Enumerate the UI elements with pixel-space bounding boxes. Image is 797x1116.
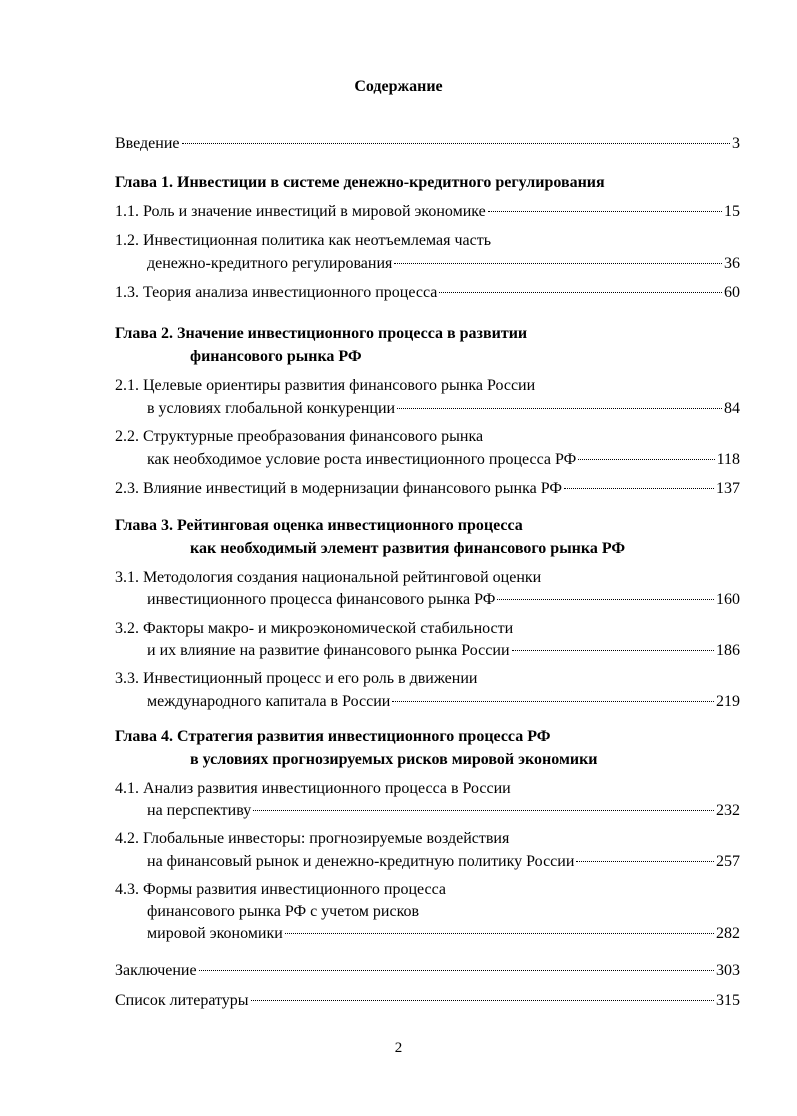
toc-entry-2-2[interactable] — [115, 450, 740, 470]
chapter-2-heading-cont: финансового рынка РФ — [190, 348, 362, 365]
dot-leader — [564, 488, 714, 489]
toc-entry-page: 219 — [716, 693, 740, 710]
dot-leader — [253, 810, 714, 811]
toc-entry-4-2[interactable] — [115, 852, 740, 872]
dot-leader — [578, 459, 714, 460]
chapter-4-heading-cont: в условиях прогнозируемых рисков мировой экономики — [190, 751, 598, 768]
dot-leader — [497, 599, 714, 600]
toc-entry-label: как необходимое условие роста инвестиционного процесса РФ — [147, 451, 577, 468]
chapter-4-heading: Глава 4. Стратегия развития инвестиционного процесса РФ — [115, 728, 551, 745]
dot-leader — [285, 933, 714, 934]
toc-entry-3-2[interactable] — [115, 641, 740, 661]
toc-entry-page: 36 — [724, 255, 740, 272]
toc-entry-label: 2.3. Влияние инвестиций в модернизации финансового рынка РФ — [115, 480, 563, 497]
toc-entry-label: и их влияние на развитие финансового рынка России — [147, 642, 510, 659]
toc-entry-4-2-line1[interactable]: 4.2. Глобальные инвесторы: прогнозируемые воздействия — [115, 830, 510, 847]
toc-entry-1-2[interactable] — [115, 254, 740, 274]
toc-entry-3-3[interactable] — [115, 692, 740, 712]
toc-entry-page: 15 — [724, 203, 740, 220]
toc-entry-label: денежно-кредитного регулирования — [147, 255, 393, 272]
toc-entry-1-3[interactable] — [115, 283, 740, 303]
toc-entry-4-3-line2[interactable]: финансового рынка РФ с учетом рисков — [147, 903, 420, 920]
toc-entry-2-3[interactable] — [115, 479, 740, 499]
toc-entry-3-3-line1[interactable]: 3.3. Инвестиционный процесс и его роль в движении — [115, 670, 478, 687]
toc-entry-1-2-line1[interactable]: 1.2. Инвестиционная политика как неотъемлемая часть — [115, 232, 491, 249]
toc-entry-label: международного капитала в России — [147, 693, 391, 710]
dot-leader — [576, 861, 714, 862]
dot-leader — [488, 211, 722, 212]
toc-entry-page: 257 — [716, 853, 740, 870]
toc-entry-page: 160 — [716, 591, 740, 608]
toc-entry-label: 1.1. Роль и значение инвестиций в мировой экономике — [115, 203, 486, 220]
toc-entry-page: 186 — [716, 642, 740, 659]
toc-entry-3-1[interactable] — [115, 590, 740, 610]
chapter-1-heading: Глава 1. Инвестиции в системе денежно-кредитного регулирования — [115, 174, 605, 191]
toc-entry-4-1[interactable] — [115, 801, 740, 821]
toc-entry-page: 282 — [716, 925, 740, 942]
dot-leader — [251, 1000, 714, 1001]
toc-entry-bibliography[interactable] — [115, 991, 740, 1011]
toc-entry-4-3[interactable] — [115, 924, 740, 944]
toc-entry-label: в условиях глобальной конкуренции — [147, 400, 396, 417]
toc-entry-1-1[interactable] — [115, 202, 740, 222]
toc-entry-2-2-line1[interactable]: 2.2. Структурные преобразования финансового рынка — [115, 428, 484, 445]
dot-leader — [182, 143, 731, 144]
toc-entry-4-1-line1[interactable]: 4.1. Анализ развития инвестиционного процесса в России — [115, 780, 511, 797]
toc-entry-intro[interactable] — [115, 134, 740, 154]
chapter-2-heading: Глава 2. Значение инвестиционного процесса в развитии — [115, 325, 528, 342]
page-number: 2 — [394, 1040, 403, 1056]
chapter-3-heading-cont: как необходимый элемент развития финансового рынка РФ — [190, 540, 626, 557]
toc-entry-label: на перспективу — [147, 802, 252, 819]
toc-entry-label: Введение — [115, 135, 180, 152]
toc-entry-3-2-line1[interactable]: 3.2. Факторы макро- и микроэкономической стабильности — [115, 620, 514, 637]
toc-entry-page: 315 — [716, 992, 740, 1009]
dot-leader — [512, 650, 715, 651]
page-title: Содержание — [354, 78, 443, 95]
toc-entry-2-1-line1[interactable]: 2.1. Целевые ориентиры развития финансового рынка России — [115, 377, 536, 394]
toc-entry-page: 137 — [716, 480, 740, 497]
toc-entry-conclusion[interactable] — [115, 961, 740, 981]
toc-entry-4-3-line1[interactable]: 4.3. Формы развития инвестиционного процесса — [115, 881, 447, 898]
toc-entry-label: Список литературы — [115, 992, 249, 1009]
toc-entry-label: мировой экономики — [147, 925, 283, 942]
dot-leader — [199, 970, 714, 971]
toc-entry-label: 1.3. Теория анализа инвестиционного процесса — [115, 284, 438, 301]
toc-entry-page: 84 — [724, 400, 740, 417]
toc-entry-label: Заключение — [115, 962, 197, 979]
toc-entry-page: 232 — [716, 802, 740, 819]
toc-entry-page: 60 — [724, 284, 740, 301]
chapter-3-heading: Глава 3. Рейтинговая оценка инвестиционного процесса — [115, 517, 523, 534]
toc-entry-page: 303 — [716, 962, 740, 979]
dot-leader — [394, 263, 722, 264]
toc-entry-page: 3 — [732, 135, 740, 152]
toc-entry-3-1-line1[interactable]: 3.1. Методология создания национальной рейтинговой оценки — [115, 569, 542, 586]
toc-entry-label: инвестиционного процесса финансового рынка РФ — [147, 591, 496, 608]
dot-leader — [392, 701, 714, 702]
dot-leader — [439, 292, 722, 293]
toc-entry-page: 118 — [716, 451, 740, 468]
dot-leader — [397, 408, 722, 409]
toc-entry-2-1[interactable] — [115, 399, 740, 419]
toc-entry-label: на финансовый рынок и денежно-кредитную политику России — [147, 853, 575, 870]
